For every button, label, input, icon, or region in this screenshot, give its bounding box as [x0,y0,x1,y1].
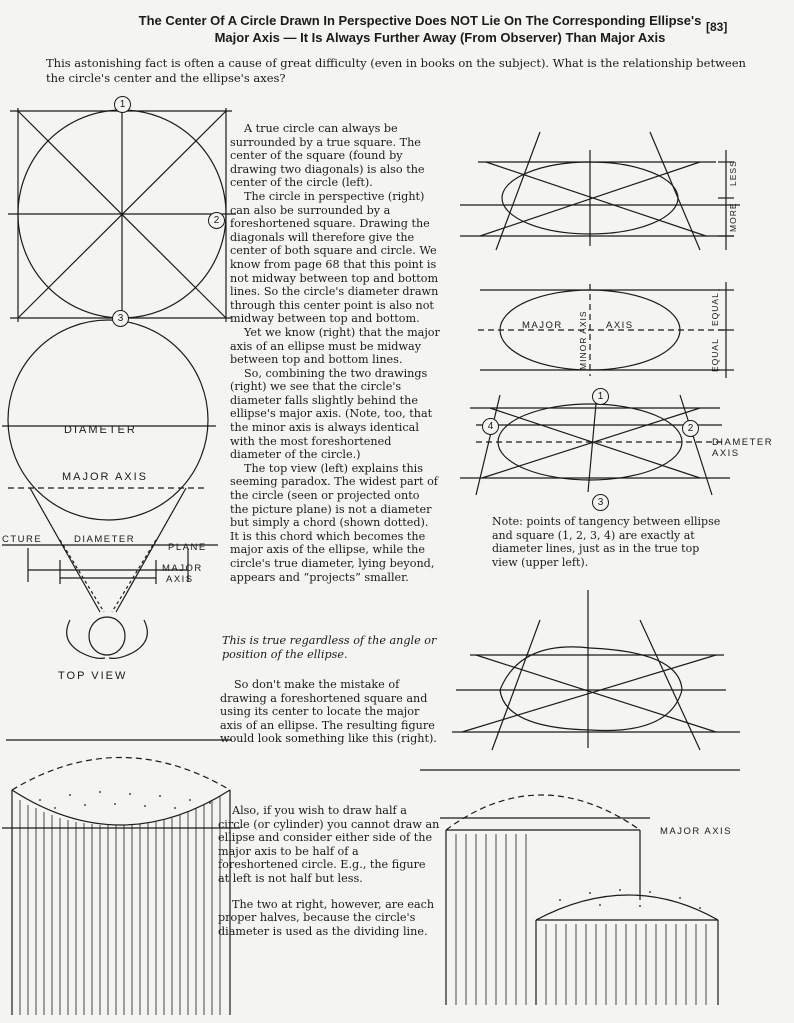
label-equal-bottom: EQUAL [710,338,720,372]
label-major-axis-right: MAJOR AXIS [660,826,733,837]
column-text-lower [220,678,440,746]
marker-3-left: 3 [112,310,129,327]
marker-3-right: 3 [592,494,609,511]
label-picture: CTURE [2,534,43,545]
label-major: MAJOR [162,563,203,574]
paragraph-8: Also, if you wish to draw half a circle (or cylinder) you cannot draw an ellipse and consider either side of the major axis to be half of a foreshortened circle. E.g., the figure at left is not half but less. [218,804,440,885]
marker-1-right: 1 [592,388,609,405]
header-title-line2: Major Axis — It Is Always Further Away (From Observer) Than Major Axis [214,30,666,45]
paragraph-3: Yet we know (right) that the major axis of an ellipse must be midway between top and bottom lines. [230,325,440,367]
paragraph-1: A true circle can always be surrounded by a true square. The center of the square (found by drawing two diagonals) is also the center of the circle (left). [230,122,425,190]
half-cylinders-diagram [420,770,740,1005]
paragraph-5: The top view (left) explains this seeming paradox. The widest part of the circle (seen or projected onto the picture plane) is not a diameter but simply a chord (shown dotted). It is this chord which becomes the major axis of the ellipse, while the circle's true diameter, lying beyond, appears and “projects” smaller. [230,461,438,584]
page-header [70,12,770,46]
label-major-axis: MAJOR AXIS [62,471,149,483]
perspective-square-ellipse [460,132,740,250]
label-major-right: MAJOR [522,320,563,331]
label-plane: PLANE [168,542,207,553]
label-diameter: DIAMETER [64,424,137,436]
marker-2-right: 2 [682,420,699,437]
label-axis: AXIS [166,574,194,585]
header-title-line1: The Center Of A Circle Drawn In Perspective Does NOT Lie On The Corresponding Ellipse's [138,13,702,28]
label-diameter-small: DIAMETER [74,534,136,545]
column-text-middle [222,634,444,661]
paragraph-4: So, combining the two drawings (right) we see that the circle's diameter falls slightly behind the ellipse's major axis. (Note, too, that the minor axis is always identical with the most foreshortened diameter of the circle.) [230,366,433,462]
label-minor-axis: MINOR AXIS [578,310,588,370]
paragraph-2: The circle in perspective (right) can also be surrounded by a foreshortened square. Drawing the diagonals will therefore give the center of both square and circle. We know from page 68 that this point is not midway between top and bottom lines. So the circle's diameter drawn through this center point is also not midway between top and bottom. [230,189,439,326]
paragraph-9: The two at right, however, are each proper halves, because the circle's diameter is used as the dividing line. [218,897,435,938]
label-top-view: TOP VIEW [58,670,128,682]
combined-diagram [460,395,730,495]
true-circle-diagram [8,100,236,326]
paragraph-6: This is true regardless of the angle or position of the ellipse. [222,634,437,661]
marker-4-right: 4 [482,418,499,435]
intro-paragraph: This astonishing fact is often a cause of great difficulty (even in books on the subject). What is the relationship between the circle's center and the ellipse's axes? [46,56,746,85]
marker-1-left: 1 [114,96,131,113]
wrong-ellipse-diagram [452,590,740,750]
tangency-note: Note: points of tangency between ellipse and square (1, 2, 3, 4) are exactly at diameter lines, just as in the true top view (upper left). [492,515,721,569]
label-less: LESS [728,160,738,186]
page-number: [83] [706,20,728,34]
label-more: MORE [728,202,738,232]
top-view-diagram [2,320,218,658]
label-axis-right-2: AXIS [712,448,740,459]
label-axis-right: AXIS [606,320,634,331]
label-equal-top: EQUAL [710,292,720,326]
paragraph-7: So don't make the mistake of drawing a foreshortened square and using its center to locate the major axis of an ellipse. The resulting figure would look something like this (right). [220,678,437,746]
marker-2-left: 2 [208,212,225,229]
label-diameter-right: DIAMETER [712,437,774,448]
column-text-top [230,122,440,584]
column-text-bottom [218,804,440,938]
